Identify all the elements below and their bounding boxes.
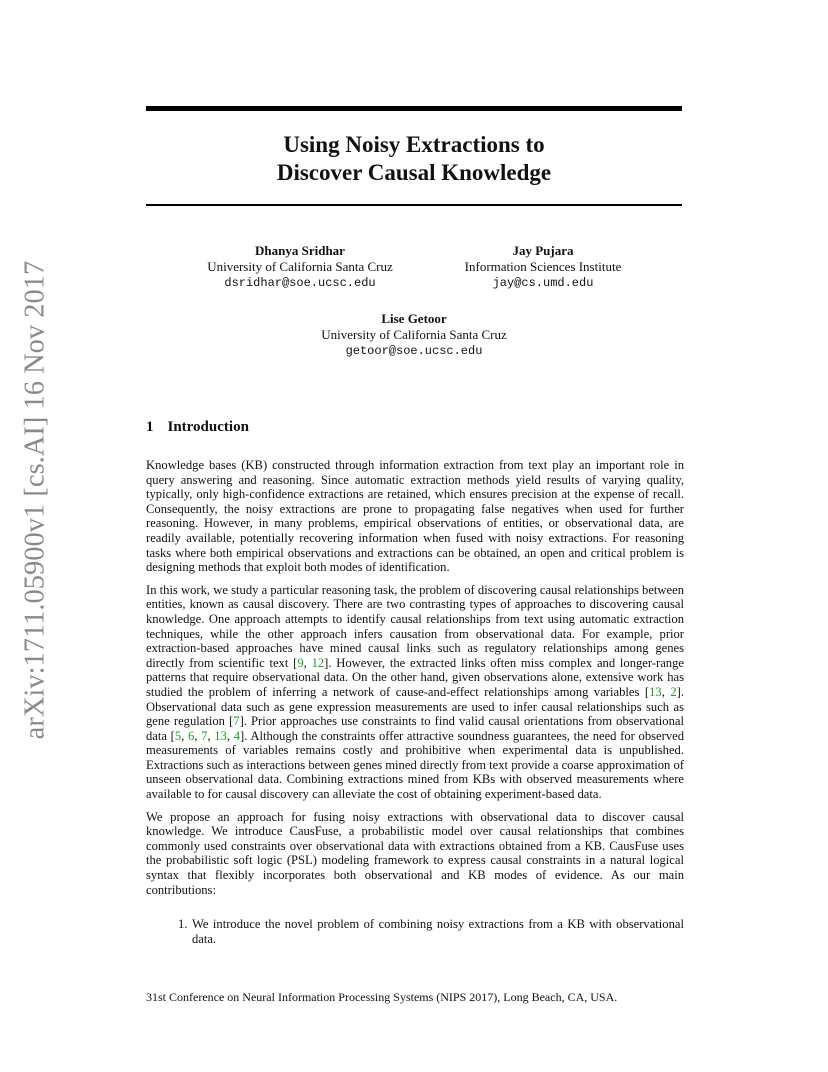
section-title: Introduction <box>167 419 249 435</box>
title-line-2: Discover Causal Knowledge <box>276 160 552 185</box>
citation-link[interactable]: 2 <box>670 684 677 699</box>
title-line-1: Using Noisy Extractions to <box>283 132 545 157</box>
section-number: 1 <box>146 419 154 435</box>
author-affiliation: University of California Santa Cruz <box>207 259 393 274</box>
paragraph-kb-reasoning: Knowledge bases (KB) constructed through information extraction from text play an important role in query answering and reasoning. Since automatic extraction methods yield results of varying quality, typically, only high-confidence extractions are retained, which ensures precision at the expense of recall. Consequently, the noisy extractions are prone to propagating false negatives when used for further reasoning. However, in many problems, empirical observations of entities, or observational data, are readily available, potentially recovering information when fused with noisy extractions. For reasoning tasks where both empirical observations and extractions can be obtained, an open and critical problem is designing methods that exploit both modes of identification. <box>146 458 684 575</box>
citation-link[interactable]: 7 <box>201 728 208 743</box>
citation-link[interactable]: 13 <box>649 684 662 699</box>
arxiv-id: arXiv:1711.05900v1 [cs.AI] 16 Nov 2017 <box>19 260 51 740</box>
paragraph-text: ]. However, the extracted links often miss complex and longer-range patterns that require observational data. On the other hand, given observations alone, extensive work has studied the problem of inferring a network of cause-and-effect relationships among variables [ <box>146 655 684 699</box>
citation-link[interactable]: 12 <box>311 655 325 670</box>
paper-title <box>146 131 682 187</box>
author-name: Lise Getoor <box>381 311 447 326</box>
author-email: jay@cs.umd.edu <box>492 276 594 290</box>
citation-separator: , <box>194 728 202 743</box>
author-block <box>296 311 532 359</box>
author-name: Dhanya Sridhar <box>255 243 345 258</box>
author-email: dsridhar@soe.ucsc.edu <box>224 276 376 290</box>
citation-link[interactable]: 13 <box>214 728 227 743</box>
paragraph-proposal: We propose an approach for fusing noisy extractions with observational data to discover causal knowledge. We introduce CausFuse, a probabilistic model over causal relationships that combines commonly used constraints over observational data with extractions obtained from a KB. CausFuse uses the probabilistic soft logic (PSL) modeling framework to express causal constraints in a natural logical syntax that flexibly incorporates both observational and KB modes of evidence. As our main contributions: <box>146 809 684 897</box>
list-item-number: 1. <box>178 917 188 932</box>
body-text <box>146 458 684 946</box>
citation-link[interactable]: 6 <box>188 728 195 743</box>
paragraph-text: ]. Prior approaches use constraints to find valid causal orientations from observational data [ <box>146 714 684 743</box>
citation-separator: , <box>207 728 215 743</box>
citation-link[interactable]: 5 <box>174 728 182 743</box>
title-rule-bottom <box>146 204 682 206</box>
citation-separator: , <box>226 728 234 743</box>
citation-separator: , <box>661 684 671 699</box>
author-email: getoor@soe.ucsc.edu <box>345 344 483 358</box>
title-rule-top <box>146 106 682 111</box>
citation-separator: , <box>303 655 312 670</box>
author-block <box>450 243 636 291</box>
author-name: Jay Pujara <box>512 243 574 258</box>
author-affiliation: University of California Santa Cruz <box>321 327 507 342</box>
paragraph-causal-discovery <box>146 583 684 802</box>
author-affiliation: Information Sciences Institute <box>464 259 622 274</box>
citation-separator: , <box>181 728 189 743</box>
section-heading <box>146 419 249 436</box>
citation-link[interactable]: 4 <box>233 728 241 743</box>
paragraph-text: ]. Although the constraints offer attractive soundness guarantees, the need for observed measurements of variables remains costly and prohibitive when experimental data is unpublished. Extractions such as interactions between genes mined directly from text provide a coarse approximation of unseen observational data. Combining extractions mined from KBs with observed measurements where available to for causal discovery can alleviate the cost of obtaining experiment-based data. <box>146 728 685 802</box>
paragraph-text: ]. Observational data such as gene expression measurements are used to infer causal relationships such as gene regulation [ <box>146 684 684 729</box>
citation-link[interactable]: 7 <box>233 714 240 729</box>
citation-link[interactable]: 9 <box>297 655 304 670</box>
author-block <box>198 243 402 291</box>
paragraph-text: In this work, we study a particular reasoning task, the problem of discovering causal relationships between entities, known as causal discovery. There are two contrasting types of approaches to discovering causal knowledge. One approach attempts to identify causal relationships from text using automatic extraction techniques, while the other approach infers causation from observational data. For example, prior extraction-based approaches have mined causal links such as regulatory relationships among genes directly from scientific text [ <box>146 582 684 670</box>
conference-footnote: 31st Conference on Neural Information Processing Systems (NIPS 2017), Long Beach, CA, USA. <box>146 990 618 1004</box>
list-item-text: We introduce the novel problem of combining noisy extractions from a KB with observational data. <box>192 917 684 946</box>
arxiv-stamp <box>20 256 50 744</box>
list-item <box>178 917 684 946</box>
contribution-list <box>146 917 684 946</box>
